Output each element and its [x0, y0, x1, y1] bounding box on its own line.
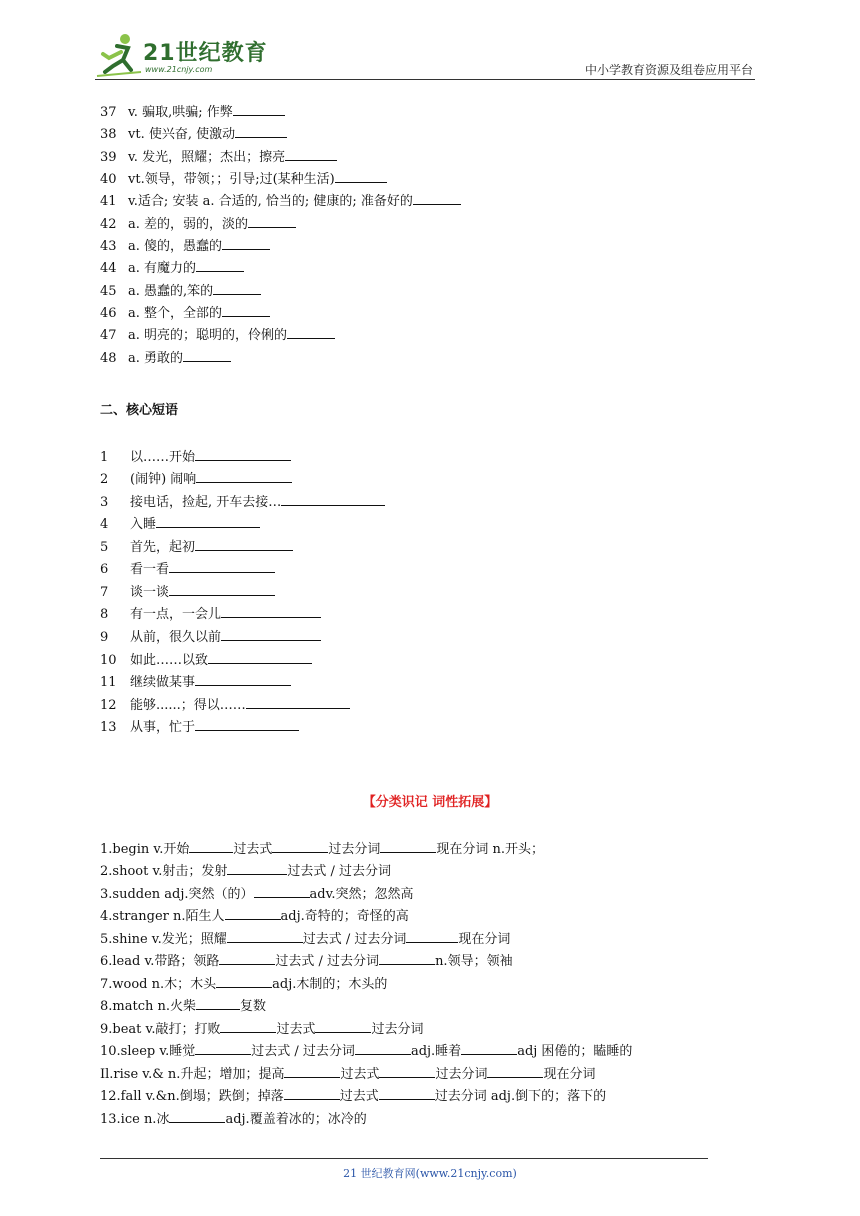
expansion-item: 4.stranger n.陌生人 adj.奇特的；奇怪的高	[100, 909, 409, 924]
phrase-item: 8 有一点，一会儿	[100, 605, 321, 623]
vocab-item: 47 a. 明亮的；聪明的，伶俐的	[100, 326, 335, 344]
platform-title: 中小学教育资源及组卷应用平台	[584, 63, 753, 77]
expansion-item: 12.fall v.&n.倒塌；跌倒；掉落 过去式 过去分词 adj.倒下的；落下的	[100, 1089, 607, 1104]
vocab-item: 42 a. 差的，弱的，淡的	[100, 215, 296, 233]
header-divider	[95, 79, 755, 80]
vocab-item: 39 v. 发光，照耀；杰出；擦亮	[100, 148, 337, 166]
expansion-item: Il.rise v.& n.升起；增加；提高 过去式 过去分词 现在分词	[100, 1067, 596, 1082]
phrase-item: 3 接电话，捡起, 开车去接…	[100, 493, 385, 511]
vocab-item: 46 a. 整个，全部的	[100, 304, 270, 322]
phrase-item: 11 继续做某事	[100, 673, 291, 691]
phrase-item: 4 入睡	[100, 515, 260, 533]
phrase-item: 1 以……开始	[100, 448, 291, 466]
phrase-item: 5 首先，起初	[100, 538, 293, 556]
vocab-item: 38 vt. 使兴奋, 使激动	[100, 125, 287, 143]
expansion-item: 9.beat v.敲打；打败 过去式 过去分词	[100, 1022, 424, 1037]
vocab-item: 44 a. 有魔力的	[100, 259, 244, 277]
logo-brand-text: 21世纪教育	[143, 41, 268, 66]
expansion-item: 5.shine v.发光；照耀 过去式 / 过去分词 现在分词	[100, 932, 511, 947]
phrase-item: 12 能够......；得以……	[100, 696, 350, 714]
expansion-item: 7.wood n.木；木头 adj.木制的；木头的	[100, 977, 388, 992]
vocab-item: 48 a. 勇敢的	[100, 349, 231, 367]
vocab-item: 37 v. 骗取,哄骗; 作弊	[100, 103, 285, 121]
vocab-item: 43 a. 傻的，愚蠢的	[100, 237, 270, 255]
logo	[95, 32, 268, 80]
expansion-item: 2.shoot v.射击；发射 过去式 / 过去分词	[100, 864, 392, 879]
expansion-item: 10.sleep v.睡觉 过去式 / 过去分词 adj.睡着 adj 困倦的；瞌睡的	[100, 1044, 633, 1059]
expansion-item: 13.ice n.冰 adj.覆盖着冰的；冰冷的	[100, 1112, 367, 1127]
phrase-item: 7 谈一谈	[100, 583, 275, 601]
section-title-phrases: 二、核心短语	[100, 403, 179, 418]
footer-text: 21 世纪教育网(www.21cnjy.com)	[343, 1167, 517, 1180]
expansion-item: 3.sudden adj.突然（的） adv.突然；忽然高	[100, 887, 414, 902]
logo-url-text: www.21cnjy.com	[145, 65, 213, 74]
expansion-item: 8.match n.火柴 复数	[100, 999, 267, 1014]
expansion-item: 1.begin v.开始 过去式 过去分词 现在分词 n.开头；	[100, 842, 545, 857]
phrase-item: 6 看一看	[100, 560, 275, 578]
phrase-item: 2 (闹钟) 闹响	[100, 470, 292, 488]
vocab-item: 40 vt.领导，带领；；引导;过(某种生活)	[100, 170, 387, 188]
vocab-item: 41 v.适合; 安装 a. 合适的, 恰当的; 健康的; 准备好的	[100, 192, 461, 210]
phrase-item: 13 从事，忙于	[100, 718, 299, 736]
footer-divider	[100, 1158, 708, 1159]
section-title-expansion: 【分类识记 词性拓展】	[362, 795, 498, 810]
phrase-item: 9 从前，很久以前	[100, 628, 321, 646]
phrase-item: 10 如此……以致	[100, 651, 312, 669]
vocab-item: 45 a. 愚蠢的,笨的	[100, 282, 261, 300]
runner-logo-icon	[95, 32, 143, 78]
page-header	[95, 32, 755, 80]
expansion-item: 6.lead v.带路；领路 过去式 / 过去分词 n.领导；领袖	[100, 954, 513, 969]
